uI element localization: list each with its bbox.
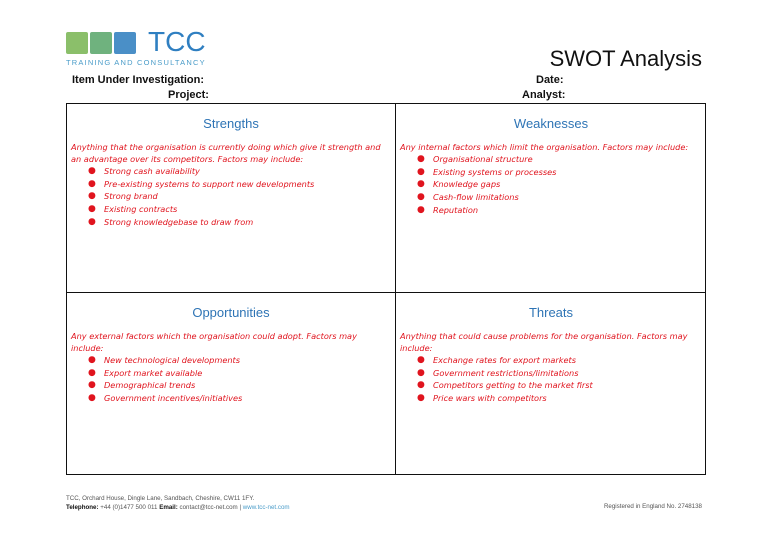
list-item <box>88 165 391 178</box>
email-label: Email: <box>159 504 178 511</box>
list-item-text: Strong cash availability <box>104 166 200 176</box>
bullet-icon: ● <box>417 367 425 378</box>
strengths-quadrant <box>67 104 395 292</box>
strengths-intro: Anything that the organisation is currently doing which give it strength and an advantage over its competitors. Factors may include: <box>71 142 381 164</box>
logo-icon-people <box>114 32 136 54</box>
weaknesses-list <box>400 153 702 217</box>
list-item-text: New technological developments <box>104 355 241 365</box>
weaknesses-title: Weaknesses <box>513 116 589 131</box>
bullet-icon: ● <box>417 380 425 391</box>
list-item-text: Knowledge gaps <box>433 179 501 190</box>
bullet-icon: ● <box>88 367 96 378</box>
tcc-logo <box>66 26 216 70</box>
opportunities-quadrant <box>67 293 395 475</box>
list-item <box>88 203 391 216</box>
footer-contact <box>66 494 290 512</box>
list-item <box>417 191 702 204</box>
bullet-icon: ● <box>417 166 425 177</box>
bullet-icon: ● <box>88 166 96 176</box>
list-item <box>417 392 702 405</box>
weaknesses-quadrant <box>396 104 706 292</box>
list-item <box>417 354 702 367</box>
list-item-text: Competitors getting to the market first <box>433 380 593 391</box>
threats-list <box>400 354 702 405</box>
list-item <box>417 379 702 392</box>
list-item <box>88 190 391 203</box>
list-item <box>88 392 391 405</box>
project-label: Project: <box>168 89 209 101</box>
list-item-text: Existing systems or processes <box>433 166 557 177</box>
opportunities-intro: Any external factors which the organisation could adopt. Factors may include: <box>71 331 357 353</box>
list-item-text: Strong knowledgebase to draw from <box>104 216 254 227</box>
logo-subtitle: TRAINING AND CONSULTANCY <box>66 58 206 67</box>
bullet-icon: ● <box>88 216 96 227</box>
bullet-icon: ● <box>88 204 96 215</box>
list-item <box>88 178 391 191</box>
bullet-icon: ● <box>417 393 425 404</box>
footer-separator: | <box>239 504 242 511</box>
swot-grid <box>66 103 706 475</box>
list-item <box>88 354 391 367</box>
bullet-icon: ● <box>417 154 425 164</box>
list-item-text: Strong brand <box>104 191 158 202</box>
list-item <box>88 216 391 229</box>
threats-title: Threats <box>528 305 574 320</box>
bullet-icon: ● <box>88 355 96 365</box>
opportunities-title: Opportunities <box>192 305 270 320</box>
logo-text: TCC <box>148 26 206 57</box>
list-item-text: Export market available <box>104 367 203 378</box>
list-item <box>88 379 391 392</box>
footer-contact-line <box>66 503 290 512</box>
item-under-investigation-label: Item Under Investigation: <box>72 74 205 86</box>
list-item-text: Reputation <box>433 204 479 215</box>
strengths-list <box>71 165 391 229</box>
telephone-label: Telephone: <box>66 504 99 511</box>
list-item <box>88 367 391 380</box>
strengths-title: Strengths <box>203 116 259 131</box>
list-item-text: Cash-flow limitations <box>433 192 519 203</box>
email-link[interactable]: contact@tcc-net.com <box>179 504 238 511</box>
bullet-icon: ● <box>417 355 425 365</box>
list-item-text: Demographical trends <box>104 380 196 391</box>
list-item <box>417 178 702 191</box>
list-item-text: Government incentives/initiatives <box>104 393 243 404</box>
threats-intro: Anything that could cause problems for the organisation. Factors may include: <box>400 331 688 353</box>
website-link[interactable]: www.tcc-net.com <box>242 504 290 511</box>
date-label: Date: <box>536 74 564 86</box>
list-item <box>417 367 702 380</box>
list-item-text: Organisational structure <box>433 154 533 164</box>
bullet-icon: ● <box>417 204 425 215</box>
bullet-icon: ● <box>88 380 96 391</box>
registration-note: Registered in England No. 2748138 <box>603 503 702 510</box>
list-item-text: Existing contracts <box>104 204 178 215</box>
list-item-text: Exchange rates for export markets <box>433 355 576 365</box>
threats-quadrant <box>396 293 706 475</box>
bullet-icon: ● <box>88 393 96 404</box>
list-item <box>417 204 702 217</box>
bullet-icon: ● <box>88 178 96 189</box>
footer-address: TCC, Orchard House, Dingle Lane, Sandbach, Cheshire, CW11 1FY. <box>66 495 255 502</box>
document-title: SWOT Analysis <box>549 46 702 71</box>
list-item-text: Pre-existing systems to support new developments <box>104 178 315 189</box>
opportunities-list <box>71 354 391 405</box>
logo-icon-triangle <box>90 32 112 54</box>
bullet-icon: ● <box>88 191 96 202</box>
logo-icons <box>66 32 136 54</box>
logo-icon-green <box>66 32 88 54</box>
list-item <box>417 166 702 179</box>
telephone-value: +44 (0)1477 500 011 <box>100 504 158 511</box>
analyst-label: Analyst: <box>522 89 566 101</box>
bullet-icon: ● <box>417 179 425 190</box>
list-item-text: Government restrictions/limitations <box>433 367 579 378</box>
list-item <box>417 153 702 166</box>
weaknesses-intro: Any internal factors which limit the organisation. Factors may include: <box>400 142 689 152</box>
bullet-icon: ● <box>417 192 425 203</box>
list-item-text: Price wars with competitors <box>433 393 547 404</box>
